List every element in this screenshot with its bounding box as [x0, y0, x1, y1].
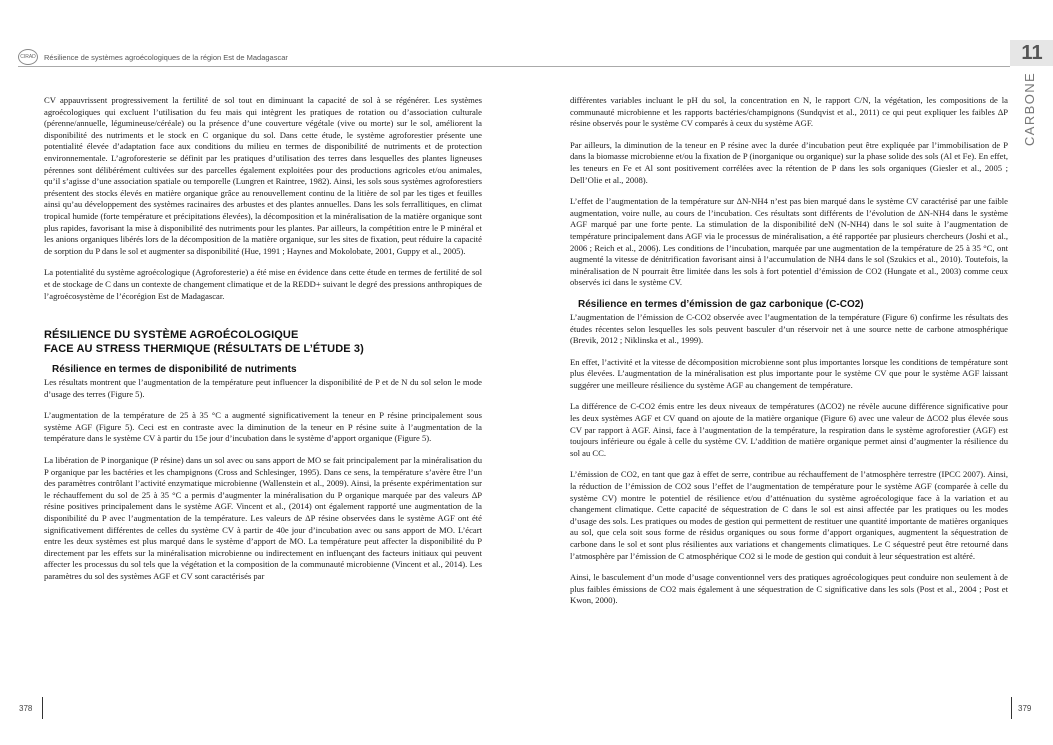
paragraph: L’émission de CO2, en tant que gaz à effet de serre, contribue au réchauffement de l’atmosphère terrestre (IPCC 2007). Ainsi, la réduction de l’émission de CO2 sous l’effet de l’augmentation de température pour le système AGF (comparée à celle du système CV) montre le potentiel de résilience et/ou d’atténuation du système agroécologique face à la variation et au changement climatique. Cette capacité de séquestration de C dans le sol est ainsi affectée par les pratiques ou les modes d’usage des sols. Les pratiques ou modes de gestion qui permettent de restituer une quantité importante de matières organiques au sol, que cela soit sous forme de résidus organiques ou sous forme d’apport organiques, augmentent la séquestration de carbone dans le sol et sont plus résilientes aux variations et changements climatiques. Le C séquestré peut être retourné dans l’atmosphère par l’émission de C atmosphérique CO2 si le mode de gestion qui conduit à leur séquestration est altéré.	[570, 469, 1008, 561]
right-page-marker	[1011, 697, 1012, 719]
chapter-label: CARBONE	[1022, 71, 1037, 146]
paragraph: Les résultats montrent que l’augmentation de la température peut influencer la disponibilité de P et de N du sol selon le mode d’usage des terres (Figure 5).	[44, 377, 482, 399]
chapter-number: 11	[1021, 42, 1043, 64]
paragraph: L’augmentation de la température de 25 à 35 °C a augmenté significativement la teneur en P résine principalement sous système AGF (Figure 5). Ceci est en contraste avec la diminution de la teneur en P résine suite à l’augmentation de la température dans le système CV à partir du 15e jour d’incubation dans le système d’apport organique (Figure 5).	[44, 410, 482, 444]
paragraph: La libération de P inorganique (P résine) dans un sol avec ou sans apport de MO se fait principalement par la minéralisation du P organique par les bactéries et les champignons (Cross and Schlesinger, 1995). Dans ce sens, la température s’avère être l’un des paramètres contrôlant l’activité enzymatique microbienne (Wallenstein et al., 2009). Ainsi, la présente expérimentation sur le réchauffement du sol de 25 à 35 °C a permis d’augmenter la minéralisation du P organique marquée par des valeurs ΔP résine positives principalement dans le système AGF. Vincent et al., (2014) ont également rapporté une augmentation de la disponibilité du P avec l’augmentation de la température. Les valeurs de ΔP résine observées dans le système AGF ont été significativement différentes de celles du système CV à partir de 40e jour d’incubation avec ou sans apport de MO. L’écart entre les deux systèmes est plus marqué dans le système d’apport de MO. La température peut affecter la disponibilité du P directement par les effets sur la minéralisation microbienne ou indirectement en influençant des facteurs initiaux qui peuvent affecter les processus du sol tels que la végétation et la composition de la communauté microbienne (Vincent et al., 2014). Les paramètres du sol des systèmes AGF et CV sont caractérisés par	[44, 455, 482, 581]
header-rule	[18, 66, 1010, 67]
section-heading	[44, 328, 482, 356]
subsection-heading: Résilience en termes de disponibilité de nutriments	[52, 364, 297, 376]
paragraph: CV appauvrissent progressivement la fertilité de sol tout en diminuant la capacité de sol à se régénérer. Les systèmes agroécologiques qui excluent l’utilisation du feu mais qui intègrent les pratiques de rotation ou d’association culturale (pérenne/annuelle, légumineuse/céréale) ou la présence d’une couverture végétale (vive ou morte) sur le sol, améliorent la disponibilité des nutriments et le stock en C organique du sol. Dans cette étude, le système agroforestier présente une potentialité élevée d’adaptation face aux conditions du milieu en termes de disponibilité de nutriments et de protection environnementale. L’agroforesterie se définit par les pratiques d’utilisation des terres dans lesquelles des plantes ligneuses pérennes sont délibérément cultivées sur des parcelles également exploitées pour des productions agricoles et/ou animales, qu’il s’agisse d’une association spatiale ou temporelle (Lungren et Raintree, 1982). Ainsi, les sols sous systèmes agroforestiers présentent des stocks élevés en matière organique grâce au renouvellement continu de la litière de sol par les tiges et feuilles ainsi qu’au développement des systèmes racinaires des arbustes et des plantes annuelles. Dans les sols ferrallitiques, en climat tropical humide (forte température et précipitations élevées), la décomposition et la minéralisation de la matière organique sont plus rapides, favorisant la mise à disponibilité des nutriments pour les plantes. Par ailleurs, la compétition entre le P minéral et les anions organiques libérés lors de la décomposition de la matière organique, sur les sites de fixation, peut réduire la capacité de sorption du P dans le sol et augmenter sa disponibilité (Hue, 1991 ; Haynes and Mokolobate, 2001, Guppy et al., 2005).	[44, 95, 482, 256]
section-heading-line-1: RÉSILIENCE DU SYSTÈME AGROÉCOLOGIQUE	[44, 329, 299, 342]
paragraph: Par ailleurs, la diminution de la teneur en P résine avec la durée d’incubation peut être expliquée par l’immobilisation de P dans la biomasse microbienne et/ou la fixation de P (inorganique ou organique) sur la phase solide des sols (Al et Fe). En effet, les teneurs en Fe et Al sont positivement corrélées avec la rétention de P dans les sols organiques (Giesler et al., 2005 ; Dell’Olie et al., 2008).	[570, 139, 1008, 185]
left-page-column	[44, 95, 482, 593]
paragraph: L’effet de l’augmentation de la température sur ΔN-NH4 n’est pas bien marqué dans le système CV caractérisé par une faible augmentation, voire nulle, au cours de l’incubation. Ces résultats sont différents de l’évolution de ΔN-NH4 dans le système AGF marqué par une forte pente. La stimulation de la disponibilité deN (N-NH4) dans le sol suite à l’augmentation de température principalement dans AGF via le processus de minéralisation, a été rapportée par plusieurs chercheurs (Joshi et al., 2006 ; Reich et al., 2006). Les conditions de l’incubation, marquée par une augmentation de la température de 25 à 35 °C, ont augmenté la vitesse de dénitrification favorisant ainsi à l’accumulation de NH4 dans le sol (Szukics et al., 2010). Toutefois, la minéralisation de N pourrait être limitée dans les sols à fort potentiel d’émission de CO2 (Hungate et al., 2003) comme ceux observés ici dans le système CV.	[570, 196, 1008, 288]
paragraph: La potentialité du système agroécologique (Agroforesterie) a été mise en évidence dans cette étude en termes de fertilité de sol et de stockage de C dans un contexte de changement climatique et de la REDD+ suivant le degré des pressions anthropiques de l’agroécosystème de l’écorégion Est de Madagascar.	[44, 267, 482, 301]
right-page-number: 379	[1018, 704, 1032, 713]
section-heading-line-2: FACE AU STRESS THERMIQUE (RÉSULTATS DE L’ÉTUDE 3)	[44, 343, 364, 356]
paragraph: En effet, l’activité et la vitesse de décomposition microbienne sont plus importantes lorsque les conditions de température sont plus élevées. L’augmentation de la minéralisation est plus importante pour le système CV que pour le système AGF laissant suggérer une meilleure résilience du système AGF au changement de température.	[570, 356, 1008, 390]
left-page-number: 378	[19, 704, 33, 713]
subsection-heading: Résilience en termes d’émission de gaz carbonique (C-CO2)	[578, 298, 864, 310]
left-page-marker	[42, 697, 43, 719]
paragraph: Ainsi, le basculement d’un mode d’usage conventionnel vers des pratiques agroécologiques peut conduire non seulement à de plus faibles émissions de CO2 mais également à une séquestration de C significative dans les sols (Post et al., 2004 ; Post et Kwon, 2000).	[570, 572, 1008, 606]
paragraph: La différence de C-CO2 émis entre les deux niveaux de températures (ΔCO2) ne révèle aucune différence significative pour les deux systèmes AGF et CV quand on ajoute de la matière organique (Figure 6) avec une valeur de ΔCO2 plus élevée sous CV par rapport à AGF. Ainsi, face à l’augmentation de la température, la respiration dans le système agroforestier (AGF) est toujours inférieure ou égale à celle du système CV. L’addition de matière organique permet ainsi d’augmenter la résilience du sol au CC.	[570, 401, 1008, 458]
paragraph: différentes variables incluant le pH du sol, la concentration en N, le rapport C/N, la végétation, les compositions de la communauté microbienne et les rapports bactéries/champignons (Sundqvist et al., 2011) ce qui peut expliquer les faibles ΔP résine observés pour le système CV comparés à ceux du système AGF.	[570, 95, 1008, 129]
right-page-column	[570, 95, 1008, 617]
publisher-logo: CIRAD	[18, 49, 38, 65]
running-header-title: Résilience de systèmes agroécologiques de la région Est de Madagascar	[44, 52, 288, 62]
paragraph: L’augmentation de l’émission de C-CO2 observée avec l’augmentation de la température (Figure 6) confirme les résultats des études récentes selon lesquelles les sols peuvent basculer d’un réservoir net à une source nette de carbone atmosphérique (Brevik, 2012 ; Niklinska et al., 1999).	[570, 311, 1008, 346]
running-header	[18, 48, 1008, 66]
